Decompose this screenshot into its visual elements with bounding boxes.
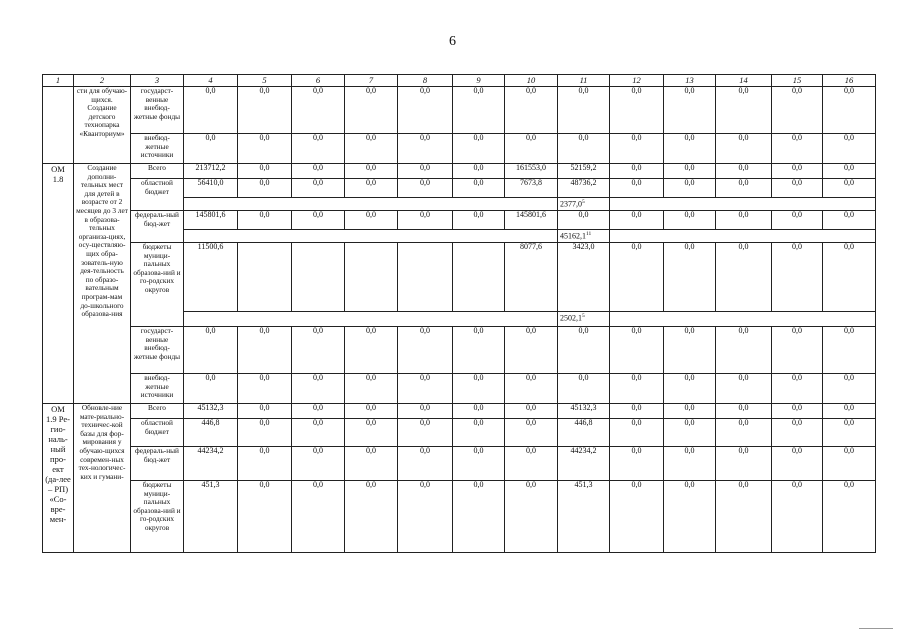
funding-source: Всего [131,164,184,179]
funding-source: Всего [131,404,184,419]
value-cell: 0,0 [292,134,345,164]
value-cell: 0,0 [823,404,876,419]
value-cell: 0,0 [772,243,823,312]
column-number: 2 [74,75,131,87]
value-cell: 7673,8 [505,179,558,198]
value-cell [345,243,398,312]
value-cell: 0,0 [292,179,345,198]
value-cell: 0,0 [453,404,505,419]
value-cell: 451,3 [558,481,610,553]
value-cell: 0,0 [292,481,345,553]
value-cell: 0,0 [505,404,558,419]
value-cell: 0,0 [664,374,716,404]
value-cell: 0,0 [823,179,876,198]
value-cell: 0,0 [292,87,345,134]
measure-code: ОМ 1.8 [43,164,74,404]
funding-source: государст-венные внебюд-жетные фонды [131,87,184,134]
value-cell: 0,0 [398,87,453,134]
value-cell: 0,0 [772,211,823,230]
value-cell: 0,0 [398,164,453,179]
value-cell: 0,0 [398,327,453,374]
column-number: 1 [43,75,74,87]
footnote-mark: 11 [586,231,592,237]
value-cell: 44234,2 [184,447,238,481]
value-cell: 0,0 [772,134,823,164]
value-cell: 0,0 [772,447,823,481]
value-cell: 0,0 [505,447,558,481]
value-cell: 0,0 [664,87,716,134]
column-number: 16 [823,75,876,87]
value-cell: 0,0 [184,374,238,404]
value-cell: 0,0 [238,211,292,230]
funding-source: федераль-ный бюд-жет [131,447,184,481]
value-cell: 0,0 [345,404,398,419]
value-cell: 0,0 [558,134,610,164]
measure-code [43,87,74,164]
column-number: 10 [505,75,558,87]
funding-source: внебюд-жетные источники [131,134,184,164]
value-cell: 0,0 [823,419,876,447]
value-cell: 145801,6 [505,211,558,230]
value-cell: 0,0 [716,134,772,164]
value-cell: 0,0 [398,374,453,404]
funding-source: бюджеты муници-пальных образова-ний и го-родских округов [131,481,184,553]
value-cell: 0,0 [772,164,823,179]
value-cell: 0,0 [398,134,453,164]
value-cell: 446,8 [558,419,610,447]
value-cell: 0,0 [505,134,558,164]
value-cell: 0,0 [610,164,664,179]
value-cell: 56410,0 [184,179,238,198]
value-cell: 0,0 [716,327,772,374]
footnote-amount: 2377,0 [560,199,582,209]
value-cell: 0,0 [716,419,772,447]
value-cell: 0,0 [345,87,398,134]
value-cell: 0,0 [292,447,345,481]
value-cell: 0,0 [772,419,823,447]
value-cell: 0,0 [505,327,558,374]
value-cell: 45132,3 [184,404,238,419]
value-cell: 0,0 [292,404,345,419]
footnote-mark: 5 [582,199,585,205]
value-cell: 48736,2 [558,179,610,198]
table-row [43,87,876,134]
value-cell: 0,0 [238,87,292,134]
footnote-value [558,312,610,327]
value-cell: 0,0 [453,327,505,374]
value-cell: 161553,0 [505,164,558,179]
value-cell: 0,0 [238,447,292,481]
value-cell [292,243,345,312]
empty-cell [184,230,558,243]
value-cell: 0,0 [716,447,772,481]
value-cell: 0,0 [453,481,505,553]
value-cell: 0,0 [453,134,505,164]
value-cell: 0,0 [716,243,772,312]
value-cell: 0,0 [664,481,716,553]
budget-table [42,74,876,553]
value-cell: 451,3 [184,481,238,553]
column-number: 12 [610,75,664,87]
value-cell: 0,0 [345,164,398,179]
column-number: 14 [716,75,772,87]
value-cell: 0,0 [453,419,505,447]
table-row [43,211,876,230]
value-cell: 0,0 [505,419,558,447]
value-cell: 0,0 [453,87,505,134]
value-cell: 0,0 [823,87,876,134]
value-cell: 0,0 [345,134,398,164]
value-cell: 0,0 [238,179,292,198]
table-row [43,164,876,179]
value-cell: 0,0 [823,211,876,230]
value-cell: 0,0 [345,327,398,374]
value-cell: 0,0 [292,374,345,404]
table-row [43,179,876,198]
footnote-value [558,230,610,243]
measure-name: Обновле-ние мате-риально-техничес-кой базы для фор-мирования у обучаю-щихся современ-ных тех-нологичес-ких и гумани- [74,404,131,553]
value-cell: 0,0 [610,179,664,198]
column-number-row [43,75,876,87]
value-cell: 0,0 [772,374,823,404]
value-cell: 0,0 [772,481,823,553]
value-cell: 0,0 [238,404,292,419]
empty-cell [610,198,876,211]
value-cell: 0,0 [184,134,238,164]
value-cell: 0,0 [345,211,398,230]
column-number: 5 [238,75,292,87]
empty-cell [184,312,558,327]
value-cell: 0,0 [292,211,345,230]
value-cell: 0,0 [238,164,292,179]
value-cell: 0,0 [558,327,610,374]
value-cell: 0,0 [238,374,292,404]
value-cell: 0,0 [823,481,876,553]
footnote-amount: 2502,1 [560,313,582,323]
value-cell: 0,0 [610,374,664,404]
value-cell: 0,0 [505,481,558,553]
table-row [43,243,876,312]
value-cell: 0,0 [345,179,398,198]
value-cell: 0,0 [823,243,876,312]
value-cell: 44234,2 [558,447,610,481]
value-cell: 0,0 [292,419,345,447]
value-cell: 0,0 [184,87,238,134]
column-number: 6 [292,75,345,87]
value-cell: 0,0 [398,404,453,419]
value-cell: 0,0 [610,211,664,230]
value-cell: 0,0 [664,243,716,312]
value-cell: 0,0 [664,404,716,419]
table-row [43,447,876,481]
value-cell: 0,0 [238,134,292,164]
value-cell: 0,0 [772,87,823,134]
value-cell: 0,0 [716,164,772,179]
funding-source: государст-венные внебюд-жетные фонды [131,327,184,374]
value-cell: 0,0 [664,419,716,447]
value-cell: 0,0 [453,374,505,404]
funding-source: внебюд-жетные источники [131,374,184,404]
value-cell: 0,0 [664,327,716,374]
funding-source: областной бюджет [131,179,184,211]
value-cell: 0,0 [664,134,716,164]
value-cell: 11500,6 [184,243,238,312]
value-cell: 0,0 [610,419,664,447]
empty-cell [610,230,876,243]
funding-source: бюджеты муници-пальных образова-ний и го-родских округов [131,243,184,327]
value-cell: 0,0 [505,87,558,134]
value-cell: 0,0 [345,419,398,447]
value-cell: 0,0 [716,374,772,404]
table-row [43,481,876,553]
value-cell: 0,0 [772,327,823,374]
value-cell: 0,0 [610,327,664,374]
value-cell [453,243,505,312]
value-cell: 3423,0 [558,243,610,312]
value-cell: 0,0 [610,87,664,134]
value-cell: 0,0 [823,447,876,481]
value-cell: 52159,2 [558,164,610,179]
value-cell: 0,0 [664,179,716,198]
column-number: 9 [453,75,505,87]
value-cell: 0,0 [716,211,772,230]
value-cell [398,243,453,312]
value-cell: 8077,6 [505,243,558,312]
table-row [43,374,876,404]
footnote-mark: 5 [582,313,585,319]
value-cell: 0,0 [453,179,505,198]
value-cell: 0,0 [398,211,453,230]
value-cell: 0,0 [453,164,505,179]
value-cell: 0,0 [823,134,876,164]
table-row [43,419,876,447]
column-number: 7 [345,75,398,87]
footnote-value [558,198,610,211]
value-cell: 0,0 [558,374,610,404]
value-cell: 0,0 [716,404,772,419]
table-row [43,134,876,164]
value-cell: 213712,2 [184,164,238,179]
value-cell: 0,0 [184,327,238,374]
value-cell: 0,0 [398,481,453,553]
value-cell: 0,0 [558,87,610,134]
column-number: 8 [398,75,453,87]
value-cell: 0,0 [772,179,823,198]
value-cell: 0,0 [398,179,453,198]
value-cell: 0,0 [453,447,505,481]
value-cell: 0,0 [610,134,664,164]
value-cell: 0,0 [505,374,558,404]
value-cell: 0,0 [664,211,716,230]
column-number: 4 [184,75,238,87]
table-row [43,404,876,419]
column-number: 11 [558,75,610,87]
measure-name: сти для обучаю-щихся. Создание детского технопарка «Кванториум» [74,87,131,164]
value-cell: 0,0 [398,419,453,447]
value-cell: 45132,3 [558,404,610,419]
value-cell: 0,0 [345,481,398,553]
value-cell: 0,0 [238,481,292,553]
measure-name: Создание дополни-тельных мест для детей в возрасте от 2 месяцев до 3 лет в образова-тельных организа-циях, осу-ществляю-щих обра-зователь-ную дея-тельность по образо-вательным програм-мам до-школьного образова-ния [74,164,131,404]
scan-mark [859,628,893,632]
page-number: 6 [449,34,456,49]
value-cell: 0,0 [610,243,664,312]
column-number: 13 [664,75,716,87]
value-cell: 0,0 [823,327,876,374]
funding-source: областной бюджет [131,419,184,447]
value-cell: 0,0 [610,404,664,419]
empty-cell [610,312,876,327]
value-cell: 0,0 [664,447,716,481]
value-cell: 0,0 [292,327,345,374]
value-cell: 0,0 [823,374,876,404]
value-cell: 0,0 [453,211,505,230]
value-cell: 0,0 [558,211,610,230]
value-cell: 0,0 [345,447,398,481]
value-cell: 0,0 [345,374,398,404]
value-cell: 0,0 [664,164,716,179]
value-cell: 0,0 [716,179,772,198]
value-cell: 0,0 [238,327,292,374]
column-number: 3 [131,75,184,87]
empty-cell [184,198,558,211]
value-cell: 0,0 [716,87,772,134]
value-cell: 0,0 [716,481,772,553]
value-cell: 0,0 [610,481,664,553]
table-row [43,327,876,374]
value-cell: 0,0 [823,164,876,179]
value-cell: 446,8 [184,419,238,447]
column-number: 15 [772,75,823,87]
value-cell: 0,0 [772,404,823,419]
measure-code: ОМ 1.9 Ре-гио-наль-ный про-ект (да-лее – РП) «Со-вре-мен- [43,404,74,553]
funding-source: федераль-ный бюд-жет [131,211,184,243]
value-cell: 0,0 [238,419,292,447]
footnote-amount: 45162,1 [560,231,586,241]
value-cell: 0,0 [610,447,664,481]
value-cell [238,243,292,312]
value-cell: 145801,6 [184,211,238,230]
value-cell: 0,0 [398,447,453,481]
value-cell: 0,0 [292,164,345,179]
